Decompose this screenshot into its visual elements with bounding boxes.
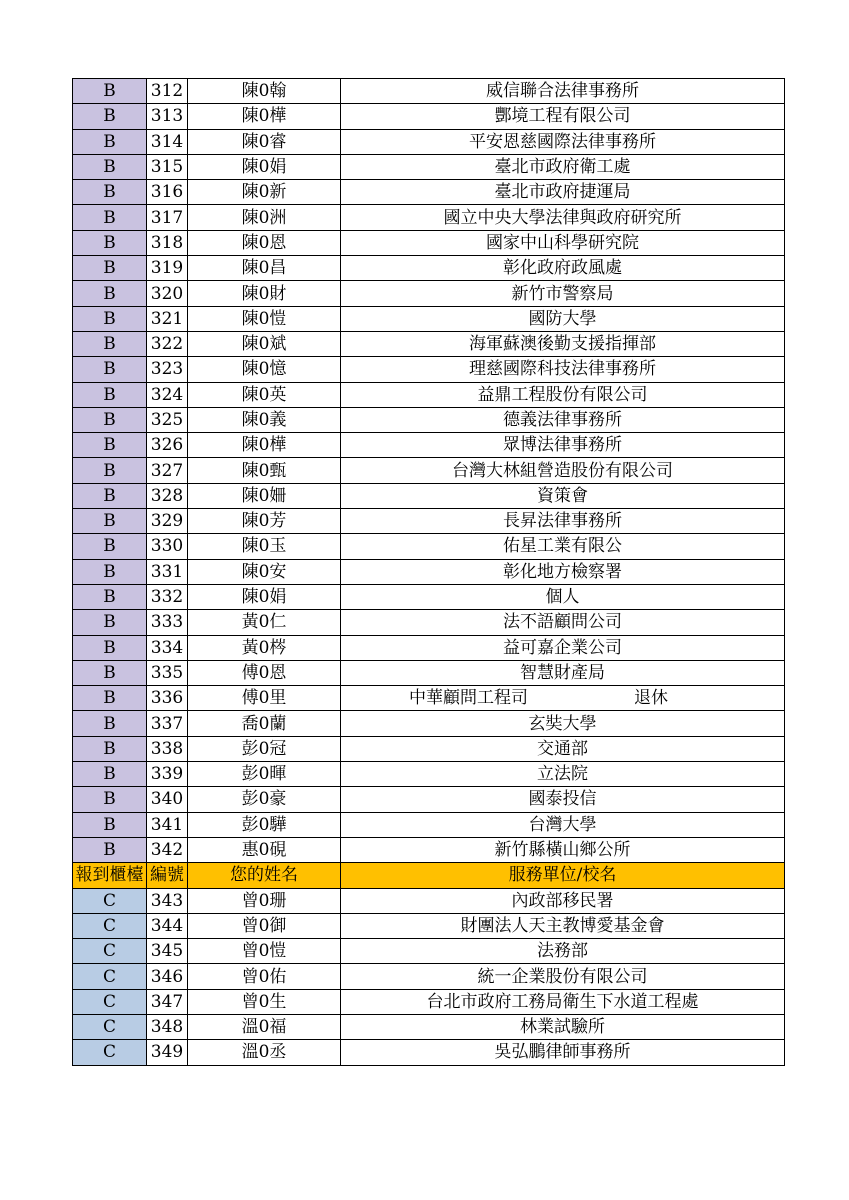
number-cell: 334 bbox=[147, 635, 188, 660]
unit-note: 退休 bbox=[634, 688, 668, 709]
name-cell: 溫0福 bbox=[188, 1014, 341, 1039]
table-row bbox=[73, 281, 785, 306]
table-row bbox=[73, 205, 785, 230]
table-row bbox=[73, 736, 785, 761]
header-counter: 報到櫃檯 bbox=[73, 863, 147, 888]
name-cell: 曾0御 bbox=[188, 913, 341, 938]
table-row bbox=[73, 483, 785, 508]
number-cell: 341 bbox=[147, 812, 188, 837]
name-cell: 曾0珊 bbox=[188, 888, 341, 913]
unit-cell: 新竹縣橫山鄉公所 bbox=[341, 837, 785, 862]
name-cell: 陳0姍 bbox=[188, 483, 341, 508]
counter-cell: B bbox=[73, 79, 147, 104]
header-unit: 服務單位/校名 bbox=[341, 863, 785, 888]
number-cell: 321 bbox=[147, 306, 188, 331]
name-cell: 陳0翰 bbox=[188, 79, 341, 104]
number-cell: 333 bbox=[147, 610, 188, 635]
unit-cell: 海軍蘇澳後勤支援指揮部 bbox=[341, 331, 785, 356]
unit-cell: 林業試驗所 bbox=[341, 1014, 785, 1039]
table-row bbox=[73, 888, 785, 913]
counter-cell: B bbox=[73, 534, 147, 559]
counter-cell: C bbox=[73, 989, 147, 1014]
counter-cell: C bbox=[73, 964, 147, 989]
counter-cell: B bbox=[73, 635, 147, 660]
unit-cell: 玄奘大學 bbox=[341, 711, 785, 736]
table-row bbox=[73, 635, 785, 660]
name-cell: 傅0恩 bbox=[188, 660, 341, 685]
number-cell: 323 bbox=[147, 357, 188, 382]
unit-cell: 新竹市警察局 bbox=[341, 281, 785, 306]
counter-cell: B bbox=[73, 205, 147, 230]
counter-cell: B bbox=[73, 306, 147, 331]
name-cell: 曾0佑 bbox=[188, 964, 341, 989]
unit-cell: 彰化政府政風處 bbox=[341, 256, 785, 281]
counter-cell: B bbox=[73, 458, 147, 483]
number-cell: 324 bbox=[147, 382, 188, 407]
unit-cell: 財團法人天主教博愛基金會 bbox=[341, 913, 785, 938]
number-cell: 343 bbox=[147, 888, 188, 913]
name-cell: 彭0暉 bbox=[188, 762, 341, 787]
name-cell: 陳0斌 bbox=[188, 331, 341, 356]
counter-cell: B bbox=[73, 331, 147, 356]
name-cell: 溫0丞 bbox=[188, 1040, 341, 1065]
number-cell: 345 bbox=[147, 939, 188, 964]
unit-cell: 個人 bbox=[341, 584, 785, 609]
number-cell: 332 bbox=[147, 584, 188, 609]
table-row bbox=[73, 509, 785, 534]
name-cell: 傅0里 bbox=[188, 686, 341, 711]
unit-cell: 智慧財產局 bbox=[341, 660, 785, 685]
name-cell: 陳0安 bbox=[188, 559, 341, 584]
counter-cell: B bbox=[73, 281, 147, 306]
table-row bbox=[73, 458, 785, 483]
unit-cell: 台北市政府工務局衛生下水道工程處 bbox=[341, 989, 785, 1014]
table-row bbox=[73, 812, 785, 837]
number-cell: 329 bbox=[147, 509, 188, 534]
number-cell: 315 bbox=[147, 154, 188, 179]
table-row bbox=[73, 357, 785, 382]
counter-cell: B bbox=[73, 180, 147, 205]
name-cell: 曾0生 bbox=[188, 989, 341, 1014]
counter-cell: B bbox=[73, 382, 147, 407]
table-row bbox=[73, 79, 785, 104]
table-row bbox=[73, 964, 785, 989]
counter-cell: B bbox=[73, 559, 147, 584]
name-cell: 陳0睿 bbox=[188, 129, 341, 154]
name-cell: 陳0甄 bbox=[188, 458, 341, 483]
number-cell: 327 bbox=[147, 458, 188, 483]
table-row bbox=[73, 104, 785, 129]
counter-cell: C bbox=[73, 939, 147, 964]
unit-cell: 長昇法律事務所 bbox=[341, 509, 785, 534]
table-row bbox=[73, 154, 785, 179]
unit-cell: 益鼎工程股份有限公司 bbox=[341, 382, 785, 407]
unit-cell: 台灣大林組營造股份有限公司 bbox=[341, 458, 785, 483]
unit-cell: 台灣大學 bbox=[341, 812, 785, 837]
table-row bbox=[73, 989, 785, 1014]
table-row bbox=[73, 129, 785, 154]
registration-table bbox=[72, 78, 785, 1066]
name-cell: 陳0英 bbox=[188, 382, 341, 407]
name-cell: 陳0恩 bbox=[188, 230, 341, 255]
number-cell: 328 bbox=[147, 483, 188, 508]
table-row bbox=[73, 610, 785, 635]
number-cell: 313 bbox=[147, 104, 188, 129]
number-cell: 326 bbox=[147, 433, 188, 458]
name-cell: 陳0樺 bbox=[188, 104, 341, 129]
table-row bbox=[73, 382, 785, 407]
name-cell: 陳0財 bbox=[188, 281, 341, 306]
table-row bbox=[73, 433, 785, 458]
number-cell: 331 bbox=[147, 559, 188, 584]
name-cell: 陳0義 bbox=[188, 407, 341, 432]
number-cell: 330 bbox=[147, 534, 188, 559]
name-cell: 彭0冠 bbox=[188, 736, 341, 761]
name-cell: 陳0娟 bbox=[188, 154, 341, 179]
name-cell: 彭0豪 bbox=[188, 787, 341, 812]
name-cell: 陳0愷 bbox=[188, 306, 341, 331]
counter-cell: B bbox=[73, 433, 147, 458]
counter-cell: B bbox=[73, 584, 147, 609]
unit-cell: 法不語顧問公司 bbox=[341, 610, 785, 635]
unit-cell: 德義法律事務所 bbox=[341, 407, 785, 432]
counter-cell: B bbox=[73, 736, 147, 761]
counter-cell: B bbox=[73, 610, 147, 635]
number-cell: 339 bbox=[147, 762, 188, 787]
table-row bbox=[73, 1014, 785, 1039]
number-cell: 312 bbox=[147, 79, 188, 104]
unit-cell: 臺北市政府捷運局 bbox=[341, 180, 785, 205]
name-cell: 陳0洲 bbox=[188, 205, 341, 230]
name-cell: 陳0玉 bbox=[188, 534, 341, 559]
counter-cell: B bbox=[73, 230, 147, 255]
table-row bbox=[73, 711, 785, 736]
name-cell: 陳0芳 bbox=[188, 509, 341, 534]
counter-cell: B bbox=[73, 104, 147, 129]
number-cell: 337 bbox=[147, 711, 188, 736]
header-name: 您的姓名 bbox=[188, 863, 341, 888]
name-cell: 惠0硯 bbox=[188, 837, 341, 862]
name-cell: 陳0憶 bbox=[188, 357, 341, 382]
table-row bbox=[73, 534, 785, 559]
counter-cell: B bbox=[73, 686, 147, 711]
counter-cell: B bbox=[73, 129, 147, 154]
name-cell: 黃0仁 bbox=[188, 610, 341, 635]
counter-cell: B bbox=[73, 787, 147, 812]
unit-cell: 內政部移民署 bbox=[341, 888, 785, 913]
number-cell: 347 bbox=[147, 989, 188, 1014]
counter-cell: B bbox=[73, 483, 147, 508]
name-cell: 彭0驊 bbox=[188, 812, 341, 837]
name-cell: 黃0梣 bbox=[188, 635, 341, 660]
table-row bbox=[73, 1040, 785, 1065]
number-cell: 344 bbox=[147, 913, 188, 938]
unit-cell: 法務部 bbox=[341, 939, 785, 964]
unit-cell: 威信聯合法律事務所 bbox=[341, 79, 785, 104]
unit-cell: 國防大學 bbox=[341, 306, 785, 331]
table-row bbox=[73, 762, 785, 787]
counter-cell: C bbox=[73, 1040, 147, 1065]
unit-cell: 統一企業股份有限公司 bbox=[341, 964, 785, 989]
unit-cell: 酆境工程有限公司 bbox=[341, 104, 785, 129]
name-cell: 陳0昌 bbox=[188, 256, 341, 281]
table-row bbox=[73, 180, 785, 205]
table-row bbox=[73, 584, 785, 609]
counter-cell: B bbox=[73, 407, 147, 432]
table-row bbox=[73, 660, 785, 685]
unit-cell: 佑星工業有限公 bbox=[341, 534, 785, 559]
header-number: 編號 bbox=[147, 863, 188, 888]
unit-cell: 臺北市政府衛工處 bbox=[341, 154, 785, 179]
table-row bbox=[73, 686, 785, 711]
number-cell: 317 bbox=[147, 205, 188, 230]
counter-cell: B bbox=[73, 256, 147, 281]
counter-cell: C bbox=[73, 1014, 147, 1039]
unit-cell: 理慈國際科技法律事務所 bbox=[341, 357, 785, 382]
name-cell: 陳0樺 bbox=[188, 433, 341, 458]
counter-cell: B bbox=[73, 711, 147, 736]
unit-cell: 眾博法律事務所 bbox=[341, 433, 785, 458]
counter-cell: B bbox=[73, 154, 147, 179]
unit-cell: 吳弘鵬律師事務所 bbox=[341, 1040, 785, 1065]
table-row bbox=[73, 230, 785, 255]
name-cell: 陳0娟 bbox=[188, 584, 341, 609]
table-row bbox=[73, 559, 785, 584]
counter-cell: C bbox=[73, 888, 147, 913]
table-row bbox=[73, 331, 785, 356]
unit-cell: 資策會 bbox=[341, 483, 785, 508]
number-cell: 342 bbox=[147, 837, 188, 862]
number-cell: 346 bbox=[147, 964, 188, 989]
number-cell: 340 bbox=[147, 787, 188, 812]
unit-cell bbox=[341, 686, 785, 711]
table-row bbox=[73, 306, 785, 331]
table-row bbox=[73, 913, 785, 938]
number-cell: 348 bbox=[147, 1014, 188, 1039]
name-cell: 喬0蘭 bbox=[188, 711, 341, 736]
number-cell: 316 bbox=[147, 180, 188, 205]
table-header bbox=[73, 863, 785, 888]
unit-cell: 交通部 bbox=[341, 736, 785, 761]
name-cell: 陳0新 bbox=[188, 180, 341, 205]
counter-cell: C bbox=[73, 913, 147, 938]
unit-cell: 平安恩慈國際法律事務所 bbox=[341, 129, 785, 154]
unit-text: 中華顧問工程司 bbox=[409, 688, 528, 709]
number-cell: 338 bbox=[147, 736, 188, 761]
header-row bbox=[73, 863, 785, 888]
table-row bbox=[73, 837, 785, 862]
unit-cell: 國泰投信 bbox=[341, 787, 785, 812]
counter-cell: B bbox=[73, 660, 147, 685]
table-row bbox=[73, 407, 785, 432]
unit-cell: 益可嘉企業公司 bbox=[341, 635, 785, 660]
table-body-group-c bbox=[73, 888, 785, 1065]
counter-cell: B bbox=[73, 837, 147, 862]
number-cell: 325 bbox=[147, 407, 188, 432]
number-cell: 349 bbox=[147, 1040, 188, 1065]
number-cell: 319 bbox=[147, 256, 188, 281]
number-cell: 336 bbox=[147, 686, 188, 711]
number-cell: 318 bbox=[147, 230, 188, 255]
table-row bbox=[73, 256, 785, 281]
counter-cell: B bbox=[73, 762, 147, 787]
number-cell: 335 bbox=[147, 660, 188, 685]
unit-cell: 彰化地方檢察署 bbox=[341, 559, 785, 584]
number-cell: 320 bbox=[147, 281, 188, 306]
table-row bbox=[73, 787, 785, 812]
counter-cell: B bbox=[73, 509, 147, 534]
counter-cell: B bbox=[73, 357, 147, 382]
name-cell: 曾0愷 bbox=[188, 939, 341, 964]
table-row bbox=[73, 939, 785, 964]
number-cell: 314 bbox=[147, 129, 188, 154]
unit-cell: 國家中山科學研究院 bbox=[341, 230, 785, 255]
table-body-group-b bbox=[73, 79, 785, 863]
counter-cell: B bbox=[73, 812, 147, 837]
unit-cell: 立法院 bbox=[341, 762, 785, 787]
number-cell: 322 bbox=[147, 331, 188, 356]
unit-cell: 國立中央大學法律與政府研究所 bbox=[341, 205, 785, 230]
